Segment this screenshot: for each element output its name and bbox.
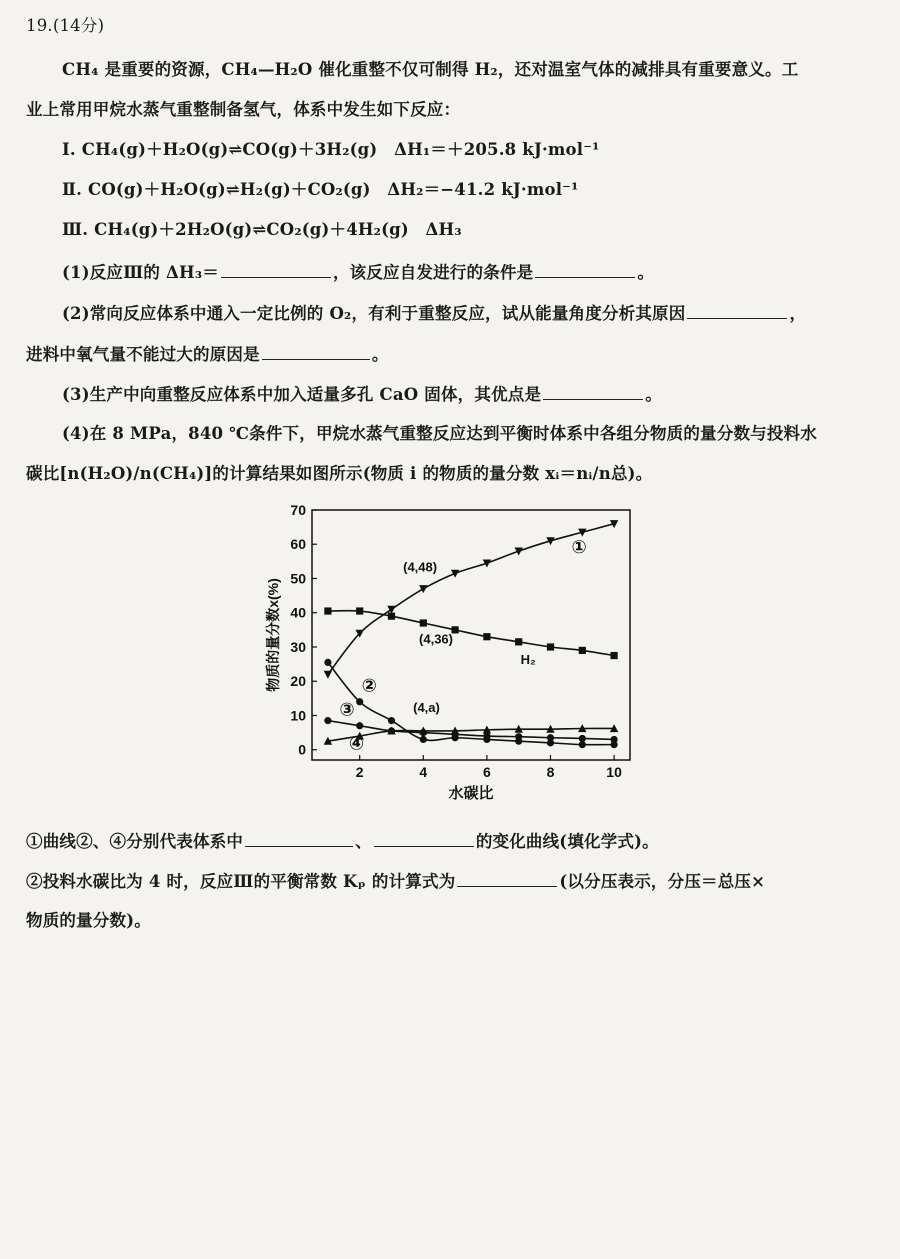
- series-label: ①: [571, 536, 587, 557]
- sub-question-2-cont: 物质的量分数)。: [26, 911, 151, 930]
- data-point: [324, 659, 331, 666]
- y-tick-label: 40: [290, 604, 306, 621]
- q2-text-c: 进料中氧气量不能过大的原因是: [26, 345, 260, 364]
- answer-blank-7[interactable]: [374, 828, 474, 847]
- data-point: [611, 736, 618, 743]
- x-tick-label: 10: [606, 764, 622, 780]
- series-label: ②: [361, 675, 377, 696]
- data-point: [515, 733, 522, 740]
- question-1: [62, 259, 654, 285]
- series: [324, 607, 617, 659]
- question-4-line-1: (4)在 8 MPa，840 ℃条件下，甲烷水蒸气重整反应达到平衡时体系中各组分物质的量分数与投料水: [62, 424, 817, 443]
- y-tick-label: 30: [290, 638, 306, 655]
- series-label: H₂: [520, 652, 536, 668]
- question-2: [62, 300, 806, 326]
- answer-blank-6[interactable]: [245, 828, 353, 847]
- data-point: [579, 741, 586, 748]
- sub2-text-b: (以分压表示，分压＝总压×: [559, 872, 766, 891]
- sub2-text-a: ②投料水碳比为 4 时，反应Ⅲ的平衡常数 Kₚ 的计算式为: [26, 872, 456, 891]
- q1-text-a: (1)反应Ⅲ的 ΔH₃＝: [62, 263, 219, 282]
- question-3: [62, 381, 662, 407]
- point-annotation: (4,a): [413, 700, 440, 716]
- data-point: [611, 652, 618, 659]
- data-point: [324, 607, 331, 614]
- sub1-text-b: 、: [355, 832, 372, 851]
- data-point: [324, 717, 331, 724]
- data-point: [388, 613, 395, 620]
- data-point: [356, 722, 363, 729]
- intro-line-2: 业上常用甲烷水蒸气重整制备氢气，体系中发生如下反应：: [26, 100, 461, 119]
- data-point: [579, 735, 586, 742]
- reaction-2: Ⅱ. CO(g)＋H₂O(g)⇌H₂(g)＋CO₂(g) ΔH₂＝−41.2 kJ·mol⁻¹: [62, 180, 579, 199]
- y-tick-label: 10: [290, 707, 306, 724]
- answer-blank-1[interactable]: [221, 259, 331, 278]
- data-point: [420, 619, 427, 626]
- data-point: [547, 734, 554, 741]
- question-2-cont: [26, 341, 389, 367]
- data-point: [324, 671, 332, 679]
- data-point: [388, 717, 395, 724]
- data-point: [483, 732, 490, 739]
- sub-question-2: [26, 868, 765, 894]
- y-tick-label: 60: [290, 536, 306, 553]
- x-tick-label: 6: [483, 764, 491, 780]
- x-tick-label: 8: [546, 764, 555, 780]
- series-label: ④: [348, 733, 365, 754]
- sub1-text-a: ①曲线②、④分别代表体系中: [26, 832, 244, 851]
- y-tick-label: 0: [298, 741, 306, 758]
- answer-blank-2[interactable]: [535, 259, 635, 278]
- data-point: [356, 607, 363, 614]
- data-point: [579, 647, 586, 654]
- answer-blank-3[interactable]: [687, 300, 787, 319]
- question-number: 19.(14分): [26, 16, 105, 35]
- data-point: [420, 736, 427, 743]
- reaction-3: Ⅲ. CH₄(g)＋2H₂O(g)⇌CO₂(g)＋4H₂(g) ΔH₃: [62, 220, 462, 239]
- answer-blank-4[interactable]: [262, 341, 370, 360]
- reaction-1: Ⅰ. CH₄(g)＋H₂O(g)⇌CO(g)＋3H₂(g) ΔH₁＝＋205.8 kJ·mol⁻¹: [62, 140, 600, 159]
- q2-text-b: ，: [789, 304, 807, 323]
- x-tick-label: 2: [355, 764, 364, 780]
- q2-text-d: 。: [371, 345, 389, 364]
- chart-svg: [262, 500, 642, 820]
- data-point: [356, 698, 363, 705]
- question-4-line-2: 碳比[n(H₂O)/n(CH₄)]的计算结果如图所示(物质 i 的物质的量分数 xᵢ＝nᵢ/n总)。: [26, 464, 653, 483]
- x-tick-label: 4: [419, 764, 428, 780]
- series-label: ③: [339, 699, 355, 720]
- data-point: [387, 606, 395, 614]
- y-tick-label: 20: [290, 673, 306, 690]
- data-point: [515, 638, 522, 645]
- data-point: [547, 643, 554, 650]
- y-tick-label: 70: [290, 502, 306, 518]
- y-tick-label: 50: [290, 570, 306, 587]
- q2-text-a: (2)常向反应体系中通入一定比例的 O₂，有利于重整反应，试从能量角度分析其原因: [62, 304, 686, 323]
- answer-blank-5[interactable]: [543, 381, 643, 400]
- answer-blank-8[interactable]: [457, 868, 557, 887]
- point-annotation: (4,36): [419, 631, 454, 647]
- q1-text-c: 。: [637, 263, 655, 282]
- x-axis-label: 水碳比: [448, 785, 494, 802]
- q3-text-a: (3)生产中向重整反应体系中加入适量多孔 CaO 固体，其优点是: [62, 385, 542, 404]
- series-line: [328, 611, 614, 656]
- q3-text-b: 。: [645, 385, 662, 404]
- intro-line-1: CH₄ 是重要的资源，CH₄—H₂O 催化重整不仅可制得 H₂，还对温室气体的减排具有重要意义。工: [62, 60, 799, 79]
- data-point: [483, 633, 490, 640]
- y-axis-label: 物质的量分数x(%): [265, 578, 281, 692]
- q1-text-b: ，该反应自发进行的条件是: [332, 263, 534, 282]
- sub-question-1: [26, 828, 659, 854]
- sub1-text-c: 的变化曲线(填化学式)。: [475, 832, 659, 851]
- mole-fraction-chart: [262, 500, 642, 820]
- point-annotation: (4,48): [403, 559, 438, 575]
- data-point: [419, 585, 427, 593]
